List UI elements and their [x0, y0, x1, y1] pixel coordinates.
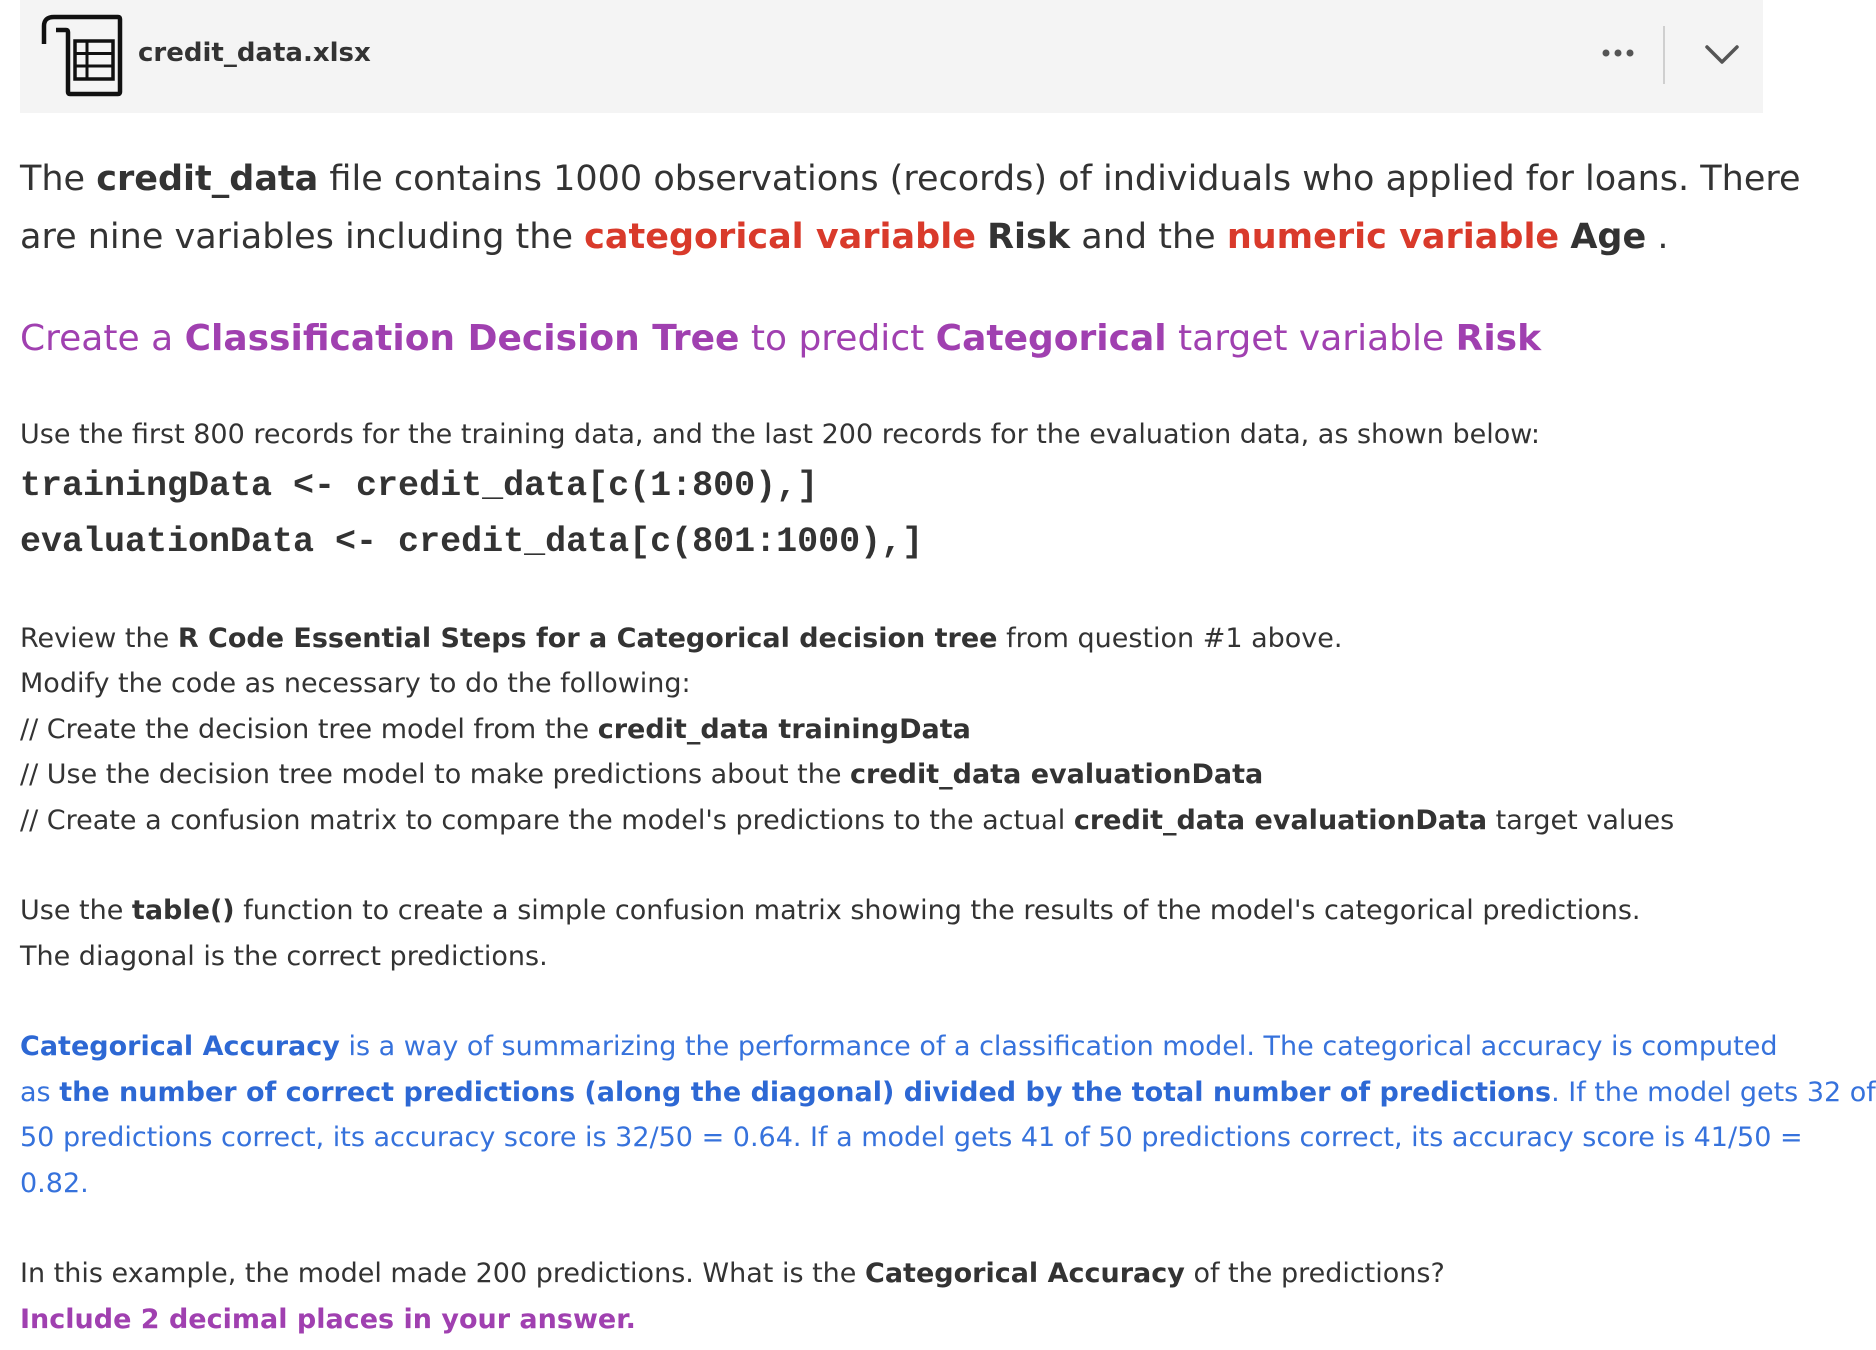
code-line-evaluation: evaluationData <- credit_data[c(801:1000),] [20, 521, 924, 562]
more-options-button[interactable] [1590, 33, 1646, 73]
accuracy-text: is a way of summarizing the performance of a classification model. The categorical accuracy is computed [339, 1031, 1778, 1062]
attachment-bar[interactable] [20, 0, 1763, 113]
chevron-down-icon [1697, 36, 1747, 72]
heading-text: Create a [20, 318, 185, 359]
review-text: // Create the decision tree model from the [20, 713, 598, 745]
table-block [20, 888, 1755, 979]
review-text: target values [1487, 804, 1675, 836]
heading-text: target variable [1166, 318, 1456, 359]
table-text: function to create a simple confusion matrix showing the results of the model's categorical predictions. [234, 895, 1641, 926]
file-name[interactable]: credit_data.xlsx [138, 38, 371, 68]
intro-file-name: credit_data [96, 159, 319, 199]
more-horizontal-icon [1590, 33, 1646, 73]
collapse-button[interactable] [1697, 36, 1747, 72]
table-line: The diagonal is the correct predictions. [20, 940, 548, 972]
table-text: Use the [20, 895, 132, 926]
accuracy-line [20, 1070, 1876, 1116]
accuracy-line: 0.82. [20, 1167, 89, 1199]
accuracy-text: as [20, 1076, 60, 1108]
accuracy-term: Categorical Accuracy [20, 1031, 340, 1062]
heading-emphasis: Classification Decision Tree [184, 318, 740, 359]
numeric-variable-label: numeric variable [1226, 217, 1560, 257]
review-line [20, 616, 1755, 662]
review-text: // Use the decision tree model to make predictions about the [20, 759, 851, 790]
accuracy-line: 50 predictions correct, its accuracy score is 32/50 = 0.64. If a model gets 41 of 50 predictions correct, its accuracy score is 41/50 = [20, 1122, 1803, 1153]
review-emphasis: R Code Essential Steps for a Categorical decision tree [177, 622, 998, 654]
age-variable: Age [1570, 217, 1647, 257]
heading-emphasis: Risk [1455, 318, 1542, 359]
split-instruction: Use the first 800 records for the training data, and the last 200 records for the evaluation data, as shown below: [20, 419, 1540, 450]
question-block [20, 1251, 1755, 1342]
accuracy-definition: the number of correct predictions (along the diagonal) divided by the total number of predictions [59, 1076, 1552, 1108]
question-line [20, 1251, 1755, 1297]
intro-text: and the [1070, 217, 1227, 257]
intro-text: The [20, 159, 97, 199]
review-text: Review the [20, 622, 178, 654]
code-line-training: trainingData <- credit_data[c(1:800),] [20, 465, 819, 506]
review-line [20, 752, 1755, 798]
intro-text: . [1646, 217, 1669, 257]
accuracy-block [20, 1024, 1876, 1206]
task-heading [20, 312, 1755, 366]
accuracy-line [20, 1024, 1778, 1070]
review-emphasis: credit_data trainingData [597, 713, 971, 745]
review-emphasis: credit_data evaluationData [850, 759, 1264, 790]
review-line [20, 707, 1755, 753]
table-line [20, 888, 1755, 934]
question-text: In this example, the model made 200 predictions. What is the [20, 1258, 865, 1289]
review-text: from question #1 above. [997, 622, 1343, 654]
review-line: Modify the code as necessary to do the following: [20, 668, 691, 699]
heading-emphasis: Categorical [935, 318, 1167, 359]
table-function: table() [131, 895, 235, 926]
intro-text: are nine variables including the [20, 217, 585, 257]
categorical-variable-label: categorical variable [584, 217, 976, 257]
question-text: of the predictions? [1184, 1258, 1445, 1289]
review-text: // Create a confusion matrix to compare the model's predictions to the actual [20, 804, 1074, 836]
risk-variable: Risk [987, 217, 1071, 257]
answer-format-note: Include 2 decimal places in your answer. [20, 1303, 636, 1335]
heading-text: to predict [739, 318, 936, 359]
accuracy-text: . If the model gets 32 of [1551, 1076, 1876, 1108]
toolbar-divider [1663, 26, 1665, 84]
review-block [20, 616, 1755, 844]
intro-text: file contains 1000 observations (records) of individuals who applied for loans. There [318, 159, 1801, 199]
question-content [20, 150, 1876, 1342]
question-emphasis: Categorical Accuracy [865, 1258, 1185, 1289]
spreadsheet-icon[interactable] [40, 14, 140, 96]
intro-paragraph [20, 150, 1801, 266]
review-line [20, 798, 1755, 844]
review-emphasis: credit_data evaluationData [1073, 804, 1488, 836]
